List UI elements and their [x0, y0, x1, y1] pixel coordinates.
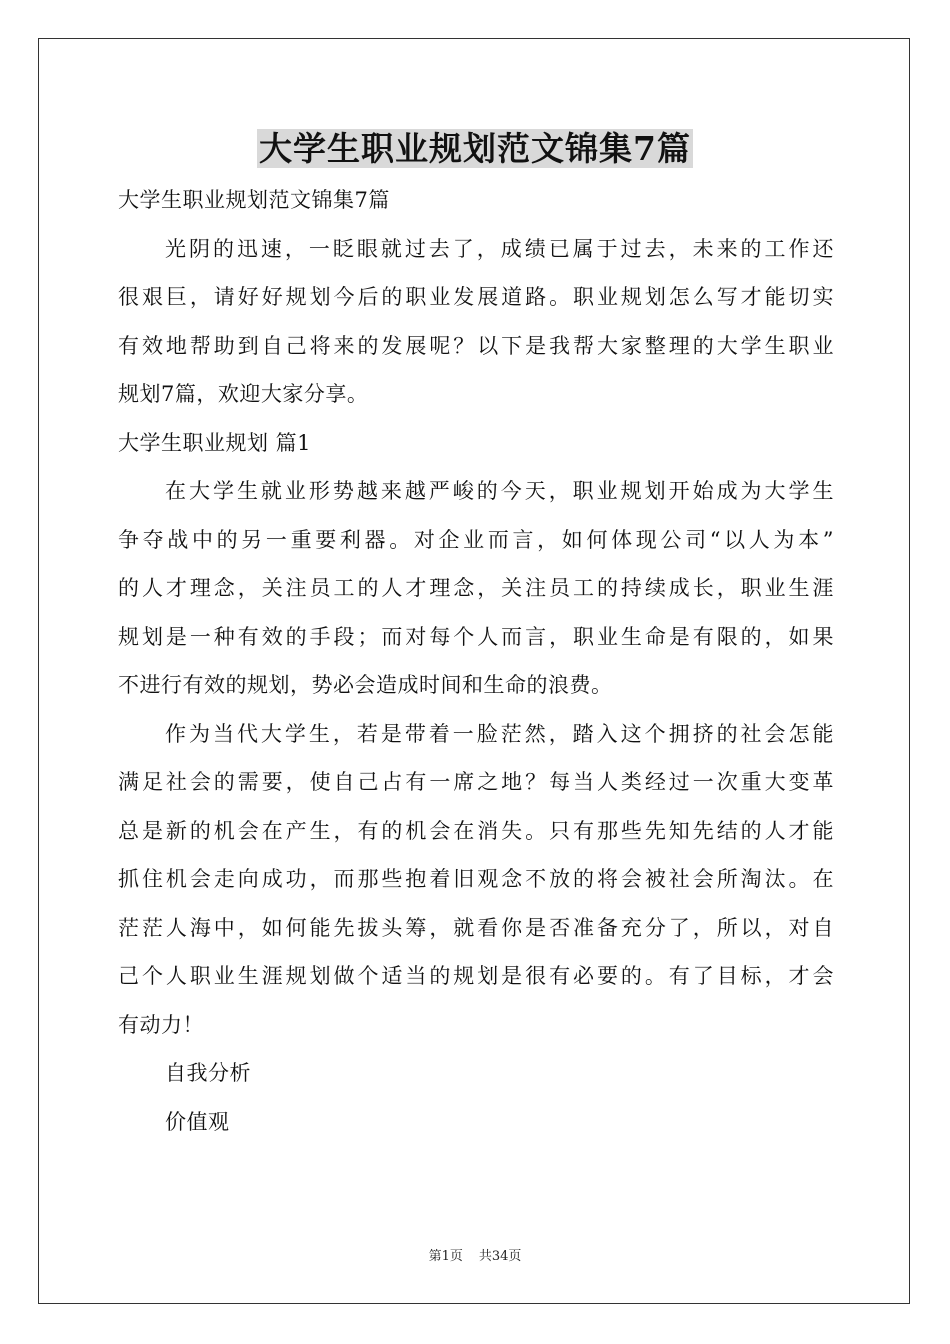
section-heading: 大学生职业规划 篇1: [118, 430, 312, 455]
subtitle-line: 大学生职业规划范文锦集7篇: [118, 188, 390, 212]
intro-line: 有效地帮助到自己将来的发展呢？以下是我帮大家整理的大学生职业: [118, 333, 834, 358]
paragraph-line: 满足社会的需要，使自己占有一席之地？每当人类经过一次重大变革: [118, 770, 834, 794]
document-title: [0, 126, 950, 172]
intro-line: 光阴的迅速，一眨眼就过去了，成绩已属于过去，未来的工作还: [165, 236, 834, 261]
document-body: [118, 176, 834, 1146]
paragraph-line: 茫茫人海中，如何能先拔头筹，就看你是否准备充分了，所以，对自: [118, 915, 834, 940]
paragraph-line: 规划是一种有效的手段；而对每个人而言，职业生命是有限的，如果: [118, 624, 834, 649]
intro-line: 很艰巨，请好好规划今后的职业发展道路。职业规划怎么写才能切实: [118, 285, 834, 309]
paragraph-line: 在大学生就业形势越来越严峻的今天，职业规划开始成为大学生: [165, 479, 834, 503]
paragraph-line: 抓住机会走向成功，而那些抱着旧观念不放的将会被社会所淘汰。在: [118, 867, 834, 891]
page-number: 第1页: [428, 1249, 463, 1264]
paragraph-line: 作为当代大学生，若是带着一脸茫然，踏入这个拥挤的社会怎能: [165, 721, 834, 746]
paragraph-line: 有动力！: [118, 1012, 204, 1037]
paragraph-line: 的人才理念，关注员工的人才理念，关注员工的持续成长，职业生涯: [118, 576, 834, 600]
subheading-self-analysis: 自我分析: [165, 1061, 251, 1085]
intro-line: 规划7篇，欢迎大家分享。: [118, 382, 369, 406]
page-footer: [0, 1248, 950, 1266]
paragraph-line: 争夺战中的另一重要利器。对企业而言，如何体现公司“以人为本”: [118, 527, 834, 552]
paragraph-line: 总是新的机会在产生，有的机会在消失。只有那些先知先结的人才能: [118, 818, 834, 843]
paragraph-line: 己个人职业生涯规划做个适当的规划是很有必要的。有了目标，才会: [118, 964, 834, 988]
document-title-text: 大学生职业规划范文锦集7篇: [259, 129, 691, 168]
paragraph-line: 不进行有效的规划，势必会造成时间和生命的浪费。: [118, 673, 613, 697]
subheading-values: 价值观: [165, 1109, 230, 1134]
page-total: 共34页: [478, 1249, 522, 1264]
